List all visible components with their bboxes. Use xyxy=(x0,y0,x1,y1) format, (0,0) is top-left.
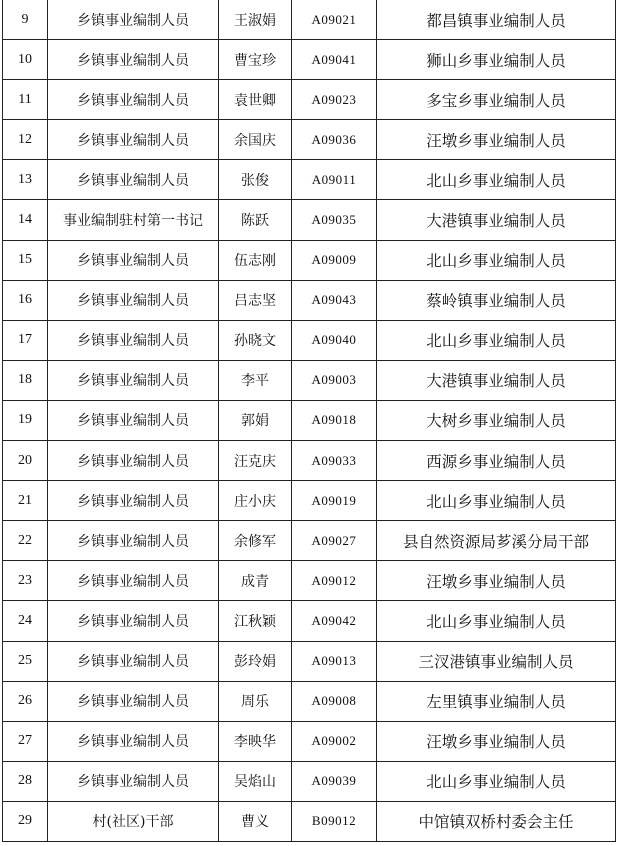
cell-name: 陈跃 xyxy=(219,200,292,240)
cell-position: 村(社区)干部 xyxy=(48,801,219,841)
cell-number: 23 xyxy=(3,561,48,601)
cell-code: A09018 xyxy=(292,400,377,440)
table-row xyxy=(3,601,616,641)
cell-position: 乡镇事业编制人员 xyxy=(48,360,219,400)
cell-unit: 大树乡事业编制人员 xyxy=(377,400,616,440)
cell-position: 乡镇事业编制人员 xyxy=(48,441,219,481)
cell-unit: 狮山乡事业编制人员 xyxy=(377,40,616,80)
cell-code: A09019 xyxy=(292,481,377,521)
cell-name: 余修军 xyxy=(219,521,292,561)
cell-number: 14 xyxy=(3,200,48,240)
cell-position: 乡镇事业编制人员 xyxy=(48,761,219,801)
cell-name: 余国庆 xyxy=(219,120,292,160)
cell-number: 18 xyxy=(3,360,48,400)
cell-position: 乡镇事业编制人员 xyxy=(48,681,219,721)
cell-number: 9 xyxy=(3,0,48,40)
cell-number: 13 xyxy=(3,160,48,200)
cell-code: A09009 xyxy=(292,240,377,280)
table-row xyxy=(3,360,616,400)
cell-name: 孙晓文 xyxy=(219,320,292,360)
cell-name: 吕志坚 xyxy=(219,280,292,320)
cell-name: 李映华 xyxy=(219,721,292,761)
table-row xyxy=(3,761,616,801)
table-row xyxy=(3,441,616,481)
cell-code: A09023 xyxy=(292,80,377,120)
table-row xyxy=(3,681,616,721)
table-row xyxy=(3,481,616,521)
cell-unit: 都昌镇事业编制人员 xyxy=(377,0,616,40)
cell-unit: 汪墩乡事业编制人员 xyxy=(377,120,616,160)
cell-unit: 北山乡事业编制人员 xyxy=(377,160,616,200)
roster-table-body xyxy=(3,0,616,841)
cell-unit: 北山乡事业编制人员 xyxy=(377,240,616,280)
cell-unit: 汪墩乡事业编制人员 xyxy=(377,721,616,761)
cell-position: 乡镇事业编制人员 xyxy=(48,320,219,360)
cell-name: 江秋颖 xyxy=(219,601,292,641)
cell-position: 乡镇事业编制人员 xyxy=(48,40,219,80)
cell-position: 乡镇事业编制人员 xyxy=(48,521,219,561)
cell-name: 伍志刚 xyxy=(219,240,292,280)
cell-number: 12 xyxy=(3,120,48,160)
cell-position: 乡镇事业编制人员 xyxy=(48,120,219,160)
cell-name: 曹义 xyxy=(219,801,292,841)
table-row xyxy=(3,80,616,120)
cell-name: 庄小庆 xyxy=(219,481,292,521)
cell-unit: 汪墩乡事业编制人员 xyxy=(377,561,616,601)
table-row xyxy=(3,721,616,761)
cell-name: 王淑娟 xyxy=(219,0,292,40)
cell-number: 10 xyxy=(3,40,48,80)
cell-code: A09042 xyxy=(292,601,377,641)
table-row xyxy=(3,40,616,80)
cell-position: 乡镇事业编制人员 xyxy=(48,240,219,280)
cell-unit: 蔡岭镇事业编制人员 xyxy=(377,280,616,320)
cell-name: 汪克庆 xyxy=(219,441,292,481)
cell-code: A09011 xyxy=(292,160,377,200)
cell-name: 张俊 xyxy=(219,160,292,200)
cell-name: 成青 xyxy=(219,561,292,601)
table-row xyxy=(3,120,616,160)
cell-position: 乡镇事业编制人员 xyxy=(48,481,219,521)
cell-position: 乡镇事业编制人员 xyxy=(48,641,219,681)
cell-code: A09036 xyxy=(292,120,377,160)
cell-name: 曹宝珍 xyxy=(219,40,292,80)
cell-unit: 县自然资源局芗溪分局干部 xyxy=(377,521,616,561)
cell-code: A09021 xyxy=(292,0,377,40)
cell-number: 21 xyxy=(3,481,48,521)
cell-number: 16 xyxy=(3,280,48,320)
cell-number: 19 xyxy=(3,400,48,440)
cell-position: 事业编制驻村第一书记 xyxy=(48,200,219,240)
cell-code: A09041 xyxy=(292,40,377,80)
cell-unit: 中馆镇双桥村委会主任 xyxy=(377,801,616,841)
cell-unit: 北山乡事业编制人员 xyxy=(377,761,616,801)
cell-code: A09043 xyxy=(292,280,377,320)
table-row xyxy=(3,0,616,40)
cell-unit: 多宝乡事业编制人员 xyxy=(377,80,616,120)
cell-position: 乡镇事业编制人员 xyxy=(48,601,219,641)
cell-position: 乡镇事业编制人员 xyxy=(48,280,219,320)
cell-number: 28 xyxy=(3,761,48,801)
cell-number: 27 xyxy=(3,721,48,761)
cell-unit: 左里镇事业编制人员 xyxy=(377,681,616,721)
cell-code: A09033 xyxy=(292,441,377,481)
cell-code: A09035 xyxy=(292,200,377,240)
cell-number: 24 xyxy=(3,601,48,641)
cell-number: 11 xyxy=(3,80,48,120)
cell-code: A09002 xyxy=(292,721,377,761)
cell-unit: 北山乡事业编制人员 xyxy=(377,320,616,360)
table-row xyxy=(3,320,616,360)
cell-unit: 西源乡事业编制人员 xyxy=(377,441,616,481)
table-row xyxy=(3,240,616,280)
cell-position: 乡镇事业编制人员 xyxy=(48,0,219,40)
cell-name: 彭玲娟 xyxy=(219,641,292,681)
cell-code: A09013 xyxy=(292,641,377,681)
table-row xyxy=(3,400,616,440)
cell-unit: 北山乡事业编制人员 xyxy=(377,481,616,521)
cell-position: 乡镇事业编制人员 xyxy=(48,400,219,440)
roster-table xyxy=(2,0,616,842)
table-row xyxy=(3,561,616,601)
cell-code: A09003 xyxy=(292,360,377,400)
cell-unit: 北山乡事业编制人员 xyxy=(377,601,616,641)
cell-unit: 大港镇事业编制人员 xyxy=(377,200,616,240)
cell-number: 25 xyxy=(3,641,48,681)
cell-position: 乡镇事业编制人员 xyxy=(48,80,219,120)
cell-position: 乡镇事业编制人员 xyxy=(48,160,219,200)
cell-unit: 大港镇事业编制人员 xyxy=(377,360,616,400)
cell-number: 15 xyxy=(3,240,48,280)
cell-number: 29 xyxy=(3,801,48,841)
table-row xyxy=(3,521,616,561)
cell-number: 17 xyxy=(3,320,48,360)
cell-number: 22 xyxy=(3,521,48,561)
cell-code: A09012 xyxy=(292,561,377,601)
cell-unit: 三汊港镇事业编制人员 xyxy=(377,641,616,681)
cell-name: 郭娟 xyxy=(219,400,292,440)
cell-code: A09008 xyxy=(292,681,377,721)
cell-name: 袁世卿 xyxy=(219,80,292,120)
cell-code: A09027 xyxy=(292,521,377,561)
cell-code: A09040 xyxy=(292,320,377,360)
table-row xyxy=(3,641,616,681)
cell-name: 李平 xyxy=(219,360,292,400)
cell-number: 26 xyxy=(3,681,48,721)
cell-position: 乡镇事业编制人员 xyxy=(48,561,219,601)
table-row xyxy=(3,200,616,240)
table-row xyxy=(3,160,616,200)
cell-code: B09012 xyxy=(292,801,377,841)
cell-name: 吴焰山 xyxy=(219,761,292,801)
table-row xyxy=(3,280,616,320)
cell-number: 20 xyxy=(3,441,48,481)
cell-name: 周乐 xyxy=(219,681,292,721)
table-row xyxy=(3,801,616,841)
cell-code: A09039 xyxy=(292,761,377,801)
cell-position: 乡镇事业编制人员 xyxy=(48,721,219,761)
